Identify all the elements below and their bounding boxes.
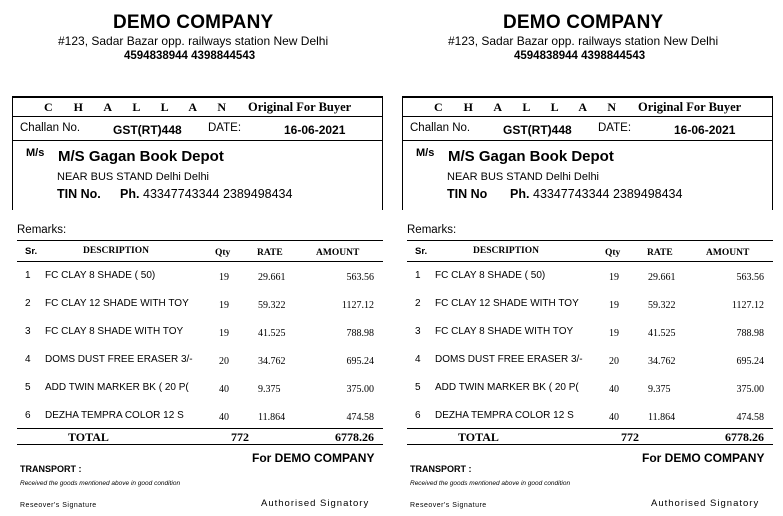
- party-phones: 43347743344 2389498434: [533, 187, 683, 201]
- row-sr: 2: [25, 298, 31, 309]
- total-amount: 6778.26: [335, 430, 374, 444]
- row-qty: 40: [219, 384, 229, 395]
- challan-no-label: Challan No.: [410, 122, 471, 134]
- party-address: NEAR BUS STAND Delhi Delhi: [57, 171, 210, 183]
- party-top-rule: [12, 140, 382, 141]
- challan-no: GST(RT)448: [113, 123, 182, 137]
- ph-label: Ph.: [120, 187, 140, 201]
- document-title: C H A L L A N: [434, 100, 626, 114]
- table-top-rule: [17, 240, 383, 241]
- row-qty: 40: [219, 412, 229, 423]
- date-label: DATE:: [208, 122, 242, 134]
- document-title: C H A L L A N: [44, 100, 236, 114]
- row-rate: 34.762: [648, 356, 676, 367]
- col-header-sr: Sr.: [415, 246, 428, 257]
- challan-date: 16-06-2021: [674, 123, 736, 137]
- party-left-border: [402, 96, 403, 210]
- row-sr: 2: [415, 298, 421, 309]
- row-rate: 41.525: [258, 328, 286, 339]
- col-header-amount: AMOUNT: [316, 248, 360, 258]
- company-address: #123, Sadar Bazar opp. railways station New Delhi: [58, 34, 329, 48]
- party-top-rule: [402, 140, 772, 141]
- date-label: DATE:: [598, 122, 632, 134]
- col-header-rate: RATE: [647, 248, 673, 258]
- row-description: FC CLAY 8 SHADE WITH TOY: [435, 326, 574, 337]
- row-sr: 5: [415, 382, 421, 393]
- row-qty: 19: [219, 300, 229, 311]
- row-description: DEZHA TEMPRA COLOR 12 S: [435, 410, 574, 421]
- company-name: DEMO COMPANY: [113, 12, 274, 33]
- row-amount: 563.56: [736, 272, 764, 283]
- total-bottom-rule: [407, 444, 773, 445]
- row-qty: 19: [609, 272, 619, 283]
- total-top-rule: [17, 428, 383, 429]
- total-bottom-rule: [17, 444, 383, 445]
- row-qty: 19: [609, 328, 619, 339]
- table-header-rule: [407, 261, 773, 262]
- row-qty: 20: [219, 356, 229, 367]
- row-sr: 1: [25, 270, 31, 281]
- copy-label: Original For Buyer: [638, 100, 742, 114]
- row-rate: 59.322: [648, 300, 676, 311]
- row-qty: 19: [219, 272, 229, 283]
- col-header-description: DESCRIPTION: [83, 246, 149, 256]
- receiver-signature: Reseover's Signature: [410, 502, 487, 509]
- receiver-signature: Reseover's Signature: [20, 502, 97, 509]
- row-rate: 29.661: [648, 272, 676, 283]
- row-qty: 40: [609, 384, 619, 395]
- header-rule: [402, 116, 772, 117]
- row-sr: 3: [415, 326, 421, 337]
- row-rate: 29.661: [258, 272, 286, 283]
- for-company: For DEMO COMPANY: [252, 451, 375, 465]
- header-top-rule: [402, 96, 772, 98]
- authorised-signatory: Authorised Signatory: [261, 498, 370, 509]
- row-amount: 375.00: [736, 384, 764, 395]
- row-description: FC CLAY 8 SHADE WITH TOY: [45, 326, 184, 337]
- header-top-rule: [12, 96, 382, 98]
- ms-label: M/s: [416, 147, 435, 159]
- party-left-border: [12, 96, 13, 210]
- col-header-description: DESCRIPTION: [473, 246, 539, 256]
- row-amount: 788.98: [346, 328, 374, 339]
- row-amount: 695.24: [346, 356, 374, 367]
- col-header-sr: Sr.: [25, 246, 38, 257]
- row-description: DEZHA TEMPRA COLOR 12 S: [45, 410, 184, 421]
- row-amount: 474.58: [346, 412, 374, 423]
- row-qty: 20: [609, 356, 619, 367]
- challan-no: GST(RT)448: [503, 123, 572, 137]
- col-header-qty: Qty: [215, 248, 231, 258]
- col-header-rate: RATE: [257, 248, 283, 258]
- received-note: Received the goods mentioned above in good condition: [20, 480, 181, 487]
- party-name: M/S Gagan Book Depot: [448, 148, 614, 165]
- challan-date: 16-06-2021: [284, 123, 346, 137]
- total-qty: 772: [621, 430, 639, 444]
- tin-label: TIN No: [447, 187, 488, 201]
- row-description: DOMS DUST FREE ERASER 3/-: [435, 354, 583, 365]
- row-description: FC CLAY 12 SHADE WITH TOY: [435, 298, 579, 309]
- total-label: TOTAL: [458, 430, 499, 444]
- total-amount: 6778.26: [725, 430, 764, 444]
- row-sr: 5: [25, 382, 31, 393]
- row-rate: 11.864: [258, 412, 286, 423]
- table-top-rule: [407, 240, 773, 241]
- remarks-label: Remarks:: [407, 224, 457, 236]
- row-description: ADD TWIN MARKER BK ( 20 P(: [45, 382, 189, 393]
- party-phones: 43347743344 2389498434: [143, 187, 293, 201]
- header-rule: [12, 116, 382, 117]
- row-amount: 1127.12: [341, 300, 374, 311]
- company-name: DEMO COMPANY: [503, 12, 664, 33]
- row-sr: 6: [415, 410, 421, 421]
- party-right-border: [772, 96, 773, 210]
- row-amount: 375.00: [346, 384, 374, 395]
- row-rate: 59.322: [258, 300, 286, 311]
- ph-label: Ph.: [510, 187, 530, 201]
- col-header-qty: Qty: [605, 248, 621, 258]
- party-address: NEAR BUS STAND Delhi Delhi: [447, 171, 600, 183]
- row-sr: 6: [25, 410, 31, 421]
- transport-label: TRANSPORT :: [20, 464, 82, 474]
- copy-label: Original For Buyer: [248, 100, 352, 114]
- row-amount: 563.56: [346, 272, 374, 283]
- row-amount: 788.98: [736, 328, 764, 339]
- row-sr: 4: [25, 354, 31, 365]
- row-sr: 4: [415, 354, 421, 365]
- tin-label: TIN No.: [57, 187, 101, 201]
- party-name: M/S Gagan Book Depot: [58, 148, 224, 165]
- row-description: FC CLAY 8 SHADE ( 50): [45, 270, 156, 281]
- ms-label: M/s: [26, 147, 45, 159]
- row-description: DOMS DUST FREE ERASER 3/-: [45, 354, 193, 365]
- challan-no-label: Challan No.: [20, 122, 81, 134]
- received-note: Received the goods mentioned above in good condition: [410, 480, 571, 487]
- row-description: FC CLAY 8 SHADE ( 50): [435, 270, 546, 281]
- row-rate: 11.864: [648, 412, 676, 423]
- row-qty: 19: [609, 300, 619, 311]
- company-address: #123, Sadar Bazar opp. railways station New Delhi: [448, 34, 719, 48]
- row-amount: 474.58: [736, 412, 764, 423]
- row-rate: 9.375: [648, 384, 671, 395]
- row-description: ADD TWIN MARKER BK ( 20 P(: [435, 382, 579, 393]
- authorised-signatory: Authorised Signatory: [651, 498, 760, 509]
- row-amount: 695.24: [736, 356, 764, 367]
- col-header-amount: AMOUNT: [706, 248, 750, 258]
- row-qty: 19: [219, 328, 229, 339]
- row-description: FC CLAY 12 SHADE WITH TOY: [45, 298, 189, 309]
- row-amount: 1127.12: [731, 300, 764, 311]
- company-phones: 4594838944 4398844543: [124, 50, 256, 62]
- row-qty: 40: [609, 412, 619, 423]
- total-qty: 772: [231, 430, 249, 444]
- row-rate: 34.762: [258, 356, 286, 367]
- row-sr: 1: [415, 270, 421, 281]
- transport-label: TRANSPORT :: [410, 464, 472, 474]
- row-rate: 9.375: [258, 384, 281, 395]
- table-header-rule: [17, 261, 383, 262]
- remarks-label: Remarks:: [17, 224, 67, 236]
- total-top-rule: [407, 428, 773, 429]
- row-sr: 3: [25, 326, 31, 337]
- for-company: For DEMO COMPANY: [642, 451, 765, 465]
- total-label: TOTAL: [68, 430, 109, 444]
- company-phones: 4594838944 4398844543: [514, 50, 646, 62]
- row-rate: 41.525: [648, 328, 676, 339]
- party-right-border: [382, 96, 383, 210]
